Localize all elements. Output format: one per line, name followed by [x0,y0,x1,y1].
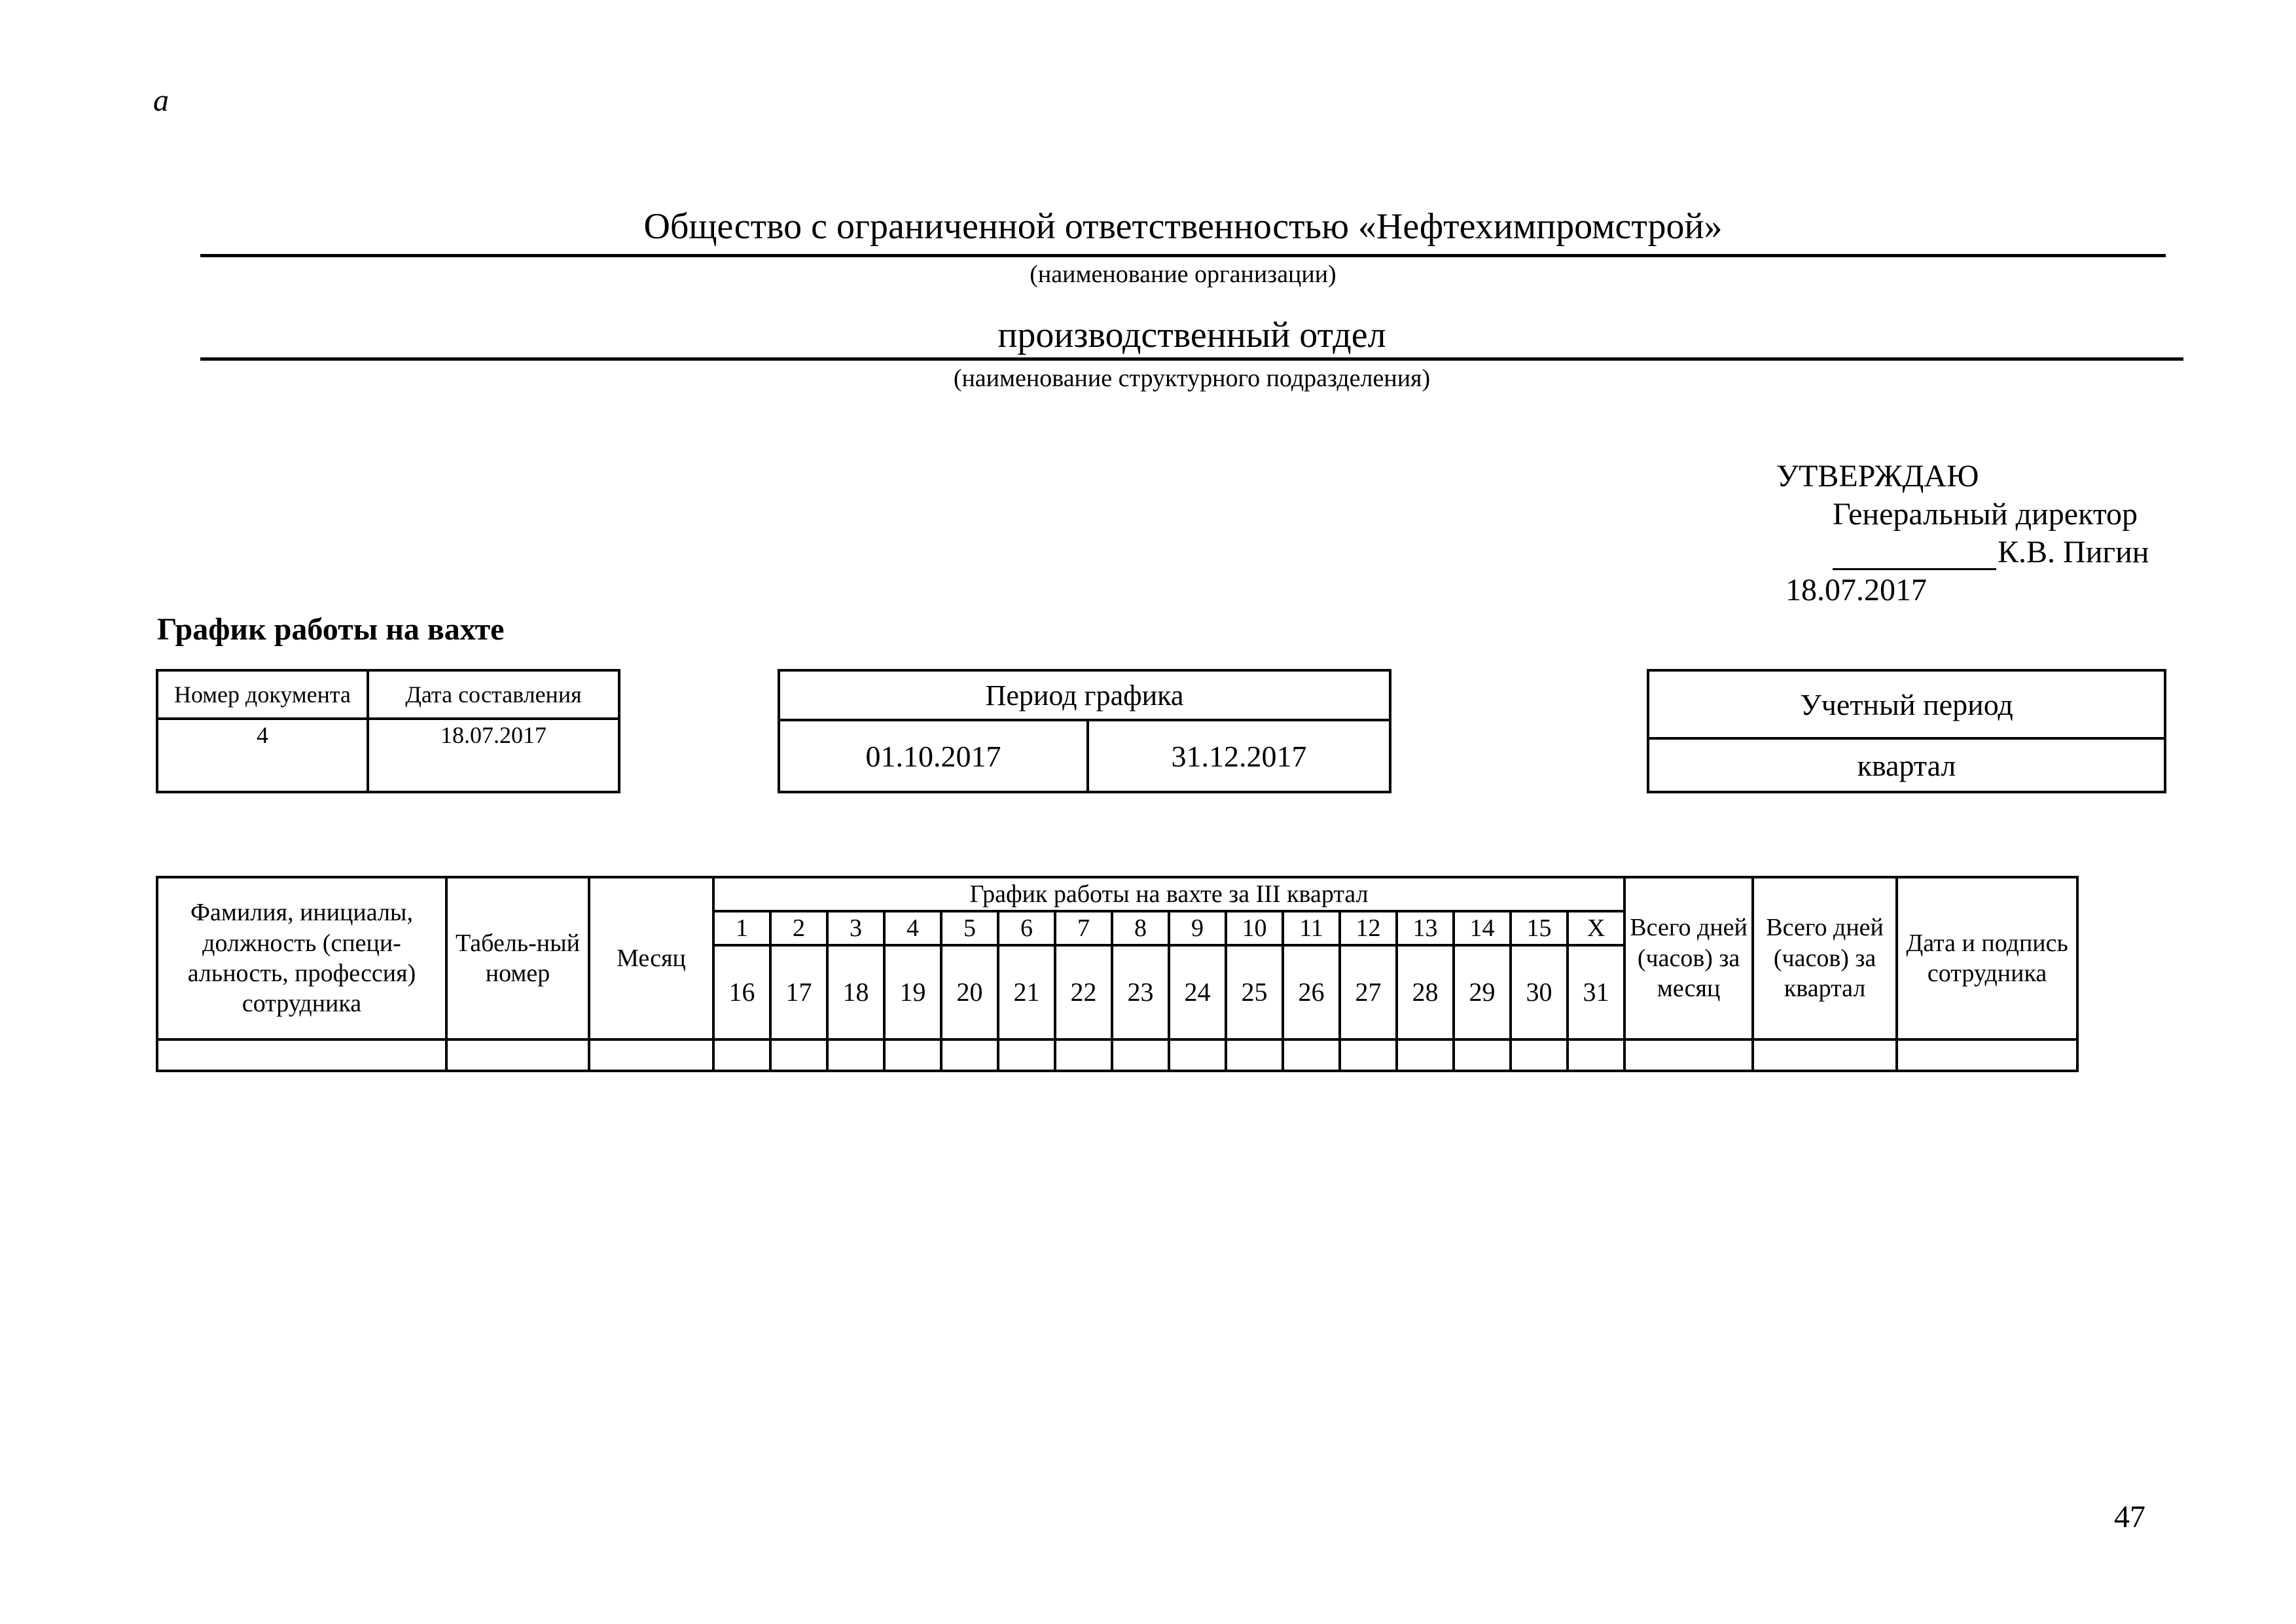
day-cell: Х [1568,911,1624,945]
empty-cell[interactable] [1283,1039,1340,1071]
document-title: График работы на вахте [157,612,505,647]
day-cell: 28 [1397,945,1454,1039]
empty-cell[interactable] [713,1039,770,1071]
day-cell: 21 [998,945,1055,1039]
day-cell: 2 [770,911,827,945]
header-date-signature: Дата и подпись сотрудника [1897,877,2077,1039]
day-cell: 13 [1397,911,1454,945]
document-info-table [156,669,620,793]
organization-name: Общество с ограниченной ответственностью «Нефтехимпромстрой» [643,206,1723,247]
accounting-period-header: Учетный период [1648,670,2165,738]
day-cell: 29 [1454,945,1511,1039]
day-cell: 12 [1340,911,1397,945]
day-cell: 26 [1283,945,1340,1039]
approval-title: УТВЕРЖДАЮ [1776,459,1979,494]
approval-signature [1833,534,2149,570]
header-total-month: Всего дней (часов) за месяц [1624,877,1753,1039]
empty-cell[interactable] [1340,1039,1397,1071]
day-cell: 19 [884,945,941,1039]
day-cell: 4 [884,911,941,945]
day-cell: 17 [770,945,827,1039]
empty-cell[interactable] [827,1039,884,1071]
empty-cell[interactable] [1454,1039,1511,1071]
header-total-quarter: Всего дней (часов) за квартал [1753,877,1897,1039]
day-cell: 11 [1283,911,1340,945]
doc-date-value: 18.07.2017 [368,719,619,792]
day-cell: 9 [1169,911,1226,945]
department-name: производственный отдел [997,315,1386,355]
empty-cell[interactable] [1055,1039,1112,1071]
day-cell: 8 [1112,911,1169,945]
day-cell: 15 [1511,911,1568,945]
day-cell: 27 [1340,945,1397,1039]
day-cell: 1 [713,911,770,945]
day-cell: 14 [1454,911,1511,945]
department-underline [200,357,2183,361]
schedule-period-header: Период графика [779,670,1390,720]
header-schedule: График работы на вахте за III квартал [713,877,1624,911]
empty-cell[interactable] [1397,1039,1454,1071]
page-number: 47 [2114,1500,2145,1534]
day-cell: 16 [713,945,770,1039]
empty-cell[interactable] [1226,1039,1283,1071]
accounting-period-value: квартал [1648,738,2165,792]
empty-cell[interactable] [446,1039,589,1071]
approval-position: Генеральный директор [1833,497,2138,532]
doc-number-header: Номер документа [157,670,368,719]
day-cell: 30 [1511,945,1568,1039]
empty-cell[interactable] [941,1039,998,1071]
doc-number-value: 4 [157,719,368,792]
day-cell: 24 [1169,945,1226,1039]
day-cell: 31 [1568,945,1624,1039]
signature-line [1833,539,1996,570]
header-employee-name: Фамилия, инициалы, должность (специ-альность, профессия) сотрудника [157,877,446,1039]
empty-cell[interactable] [770,1039,827,1071]
figure-letter: а [153,83,169,118]
day-cell: 3 [827,911,884,945]
day-cell: 7 [1055,911,1112,945]
header-month: Месяц [589,877,713,1039]
day-cell: 18 [827,945,884,1039]
schedule-period-to: 31.12.2017 [1088,720,1390,792]
empty-cell[interactable] [1169,1039,1226,1071]
schedule-period-from: 01.10.2017 [779,720,1088,792]
empty-cell[interactable] [1624,1039,1753,1071]
empty-cell[interactable] [1897,1039,2077,1071]
approval-signatory: К.В. Пигин [1998,535,2149,569]
table-row [157,1039,2077,1071]
empty-cell[interactable] [1112,1039,1169,1071]
empty-cell[interactable] [589,1039,713,1071]
empty-cell[interactable] [1753,1039,1897,1071]
empty-cell[interactable] [998,1039,1055,1071]
day-cell: 5 [941,911,998,945]
day-cell: 6 [998,911,1055,945]
organization-caption: (наименование организации) [1030,261,1336,288]
organization-underline [200,254,2166,257]
header-tab-number: Табель-ный номер [446,877,589,1039]
day-cell: 20 [941,945,998,1039]
day-cell: 22 [1055,945,1112,1039]
schedule-table [156,876,2079,1072]
doc-date-header: Дата составления [368,670,619,719]
empty-cell[interactable] [157,1039,446,1071]
schedule-period-table [778,669,1391,793]
department-caption: (наименование структурного подразделения) [953,365,1431,392]
empty-cell[interactable] [1568,1039,1624,1071]
empty-cell[interactable] [1511,1039,1568,1071]
approval-date: 18.07.2017 [1785,573,1927,607]
empty-cell[interactable] [884,1039,941,1071]
accounting-period-table [1647,669,2166,793]
day-cell: 10 [1226,911,1283,945]
day-cell: 23 [1112,945,1169,1039]
day-cell: 25 [1226,945,1283,1039]
